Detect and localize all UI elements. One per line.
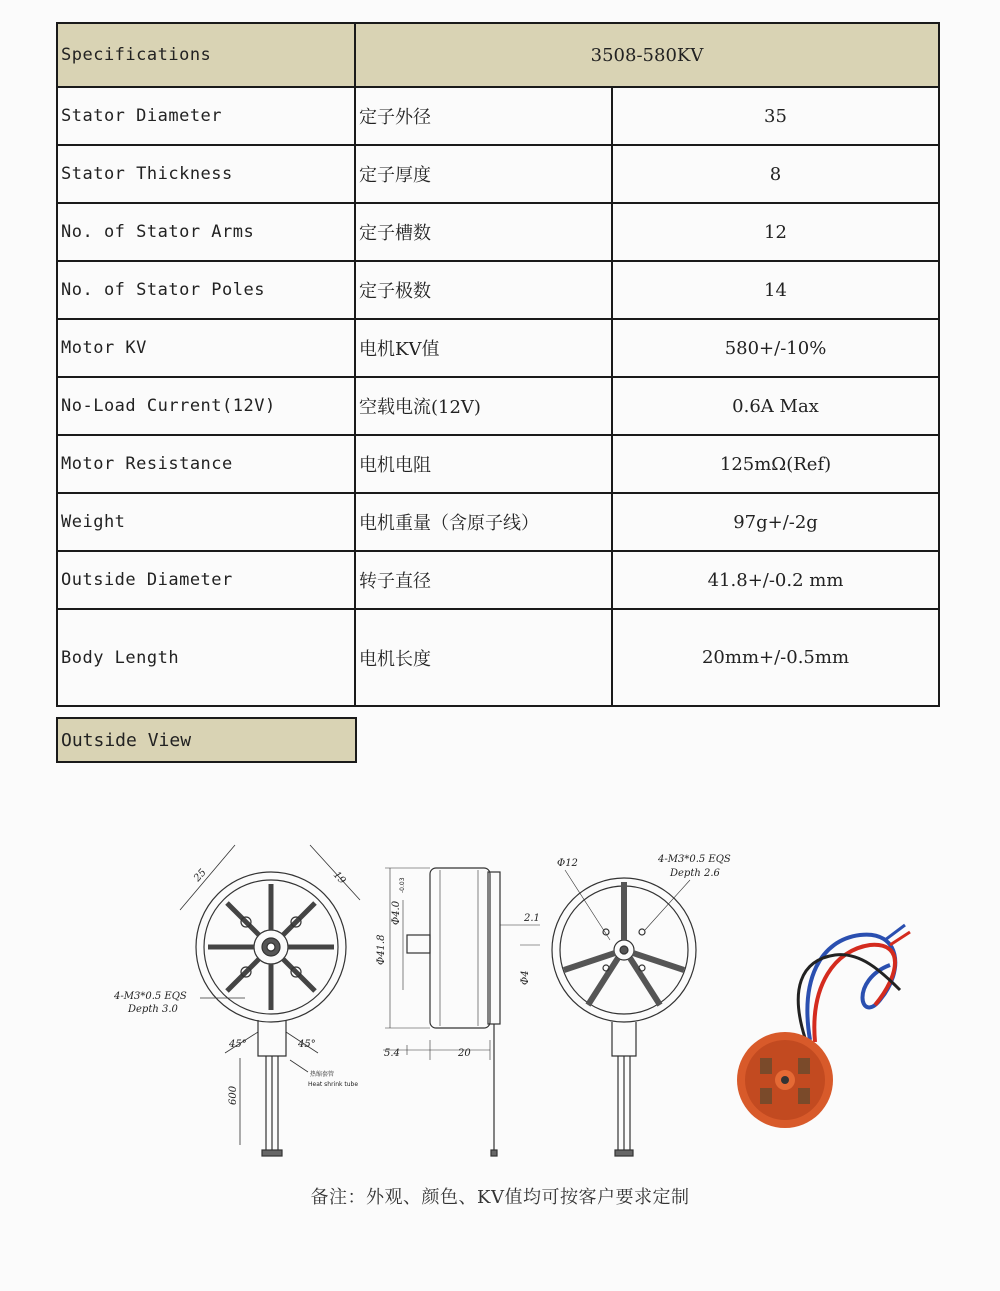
front-angle-right: 45° <box>298 1039 316 1050</box>
spec-value: 97g+/-2g <box>612 493 939 551</box>
spec-value: 20mm+/-0.5mm <box>612 609 939 706</box>
spec-name-cn: 定子极数 <box>355 261 612 319</box>
spec-name-en: Motor Resistance <box>57 435 355 493</box>
spec-table <box>56 22 940 707</box>
table-row <box>57 609 939 706</box>
table-row <box>57 203 939 261</box>
table-row <box>57 319 939 377</box>
side-outer-dia: Φ41.8 <box>376 934 387 965</box>
header-model: 3508-580KV <box>355 23 939 87</box>
front-dim-b: 19 <box>330 869 348 887</box>
spec-value: 8 <box>612 145 939 203</box>
front-cable-length: 600 <box>228 1085 239 1105</box>
spec-name-cn: 电机电阻 <box>355 435 612 493</box>
side-len-left: 5.4 <box>384 1048 400 1059</box>
side-shaft-dia: Φ4.0 <box>391 900 402 925</box>
spec-name-cn: 定子外径 <box>355 87 612 145</box>
spec-name-cn: 电机重量（含原子线） <box>355 493 612 551</box>
spec-name-cn: 电机KV值 <box>355 319 612 377</box>
spec-name-en: No. of Stator Arms <box>57 203 355 261</box>
spec-name-en: Stator Thickness <box>57 145 355 203</box>
spec-value: 12 <box>612 203 939 261</box>
table-header-row <box>57 23 939 87</box>
outside-view-label: Outside View <box>56 717 357 763</box>
back-view-labels <box>557 854 731 879</box>
side-view-drawing <box>383 868 540 1156</box>
back-hole-depth: Depth 2.6 <box>670 868 720 879</box>
spec-name-cn: 定子厚度 <box>355 145 612 203</box>
front-dim-a: 25 <box>192 867 209 885</box>
spec-name-en: Stator Diameter <box>57 87 355 145</box>
table-row <box>57 435 939 493</box>
front-shrink-cn: 热缩套管 <box>310 1071 335 1078</box>
table-row <box>57 493 939 551</box>
front-shrink-en: Heat shrink tube <box>308 1081 359 1088</box>
side-view-labels <box>376 877 540 1059</box>
table-row <box>57 145 939 203</box>
spec-name-en: Outside Diameter <box>57 551 355 609</box>
side-dim-shaft: Φ4 <box>520 970 531 985</box>
front-angle-left: 45° <box>229 1039 247 1050</box>
spec-value: 125mΩ(Ref) <box>612 435 939 493</box>
spec-name-cn: 定子槽数 <box>355 203 612 261</box>
outside-view-drawings <box>0 760 1000 1180</box>
spec-name-cn: 空载电流(12V) <box>355 377 612 435</box>
spec-name-en: No-Load Current(12V) <box>57 377 355 435</box>
spec-value: 41.8+/-0.2 mm <box>612 551 939 609</box>
back-center-dia: Φ12 <box>557 858 578 869</box>
motor-photo <box>728 925 928 1130</box>
spec-value: 35 <box>612 87 939 145</box>
header-label: Specifications <box>57 23 355 87</box>
table-row <box>57 377 939 435</box>
back-view-drawing <box>552 870 696 1156</box>
table-row <box>57 261 939 319</box>
front-view-drawing <box>180 845 360 1156</box>
side-dim-top: 2.1 <box>524 913 540 924</box>
table-row <box>57 551 939 609</box>
spec-name-en: No. of Stator Poles <box>57 261 355 319</box>
front-hole-note: 4-M3*0.5 EQS <box>114 991 187 1002</box>
spec-name-en: Motor KV <box>57 319 355 377</box>
side-len-body: 20 <box>458 1048 471 1059</box>
spec-name-cn: 转子直径 <box>355 551 612 609</box>
back-hole-note: 4-M3*0.5 EQS <box>658 854 731 865</box>
front-hole-depth: Depth 3.0 <box>128 1004 178 1015</box>
customization-note: 备注：外观、颜色、KV值均可按客户要求定制 <box>310 1187 690 1208</box>
side-shaft-tol: -0.03 <box>399 877 406 893</box>
spec-name-cn: 电机长度 <box>355 609 612 706</box>
spec-value: 0.6A Max <box>612 377 939 435</box>
spec-value: 14 <box>612 261 939 319</box>
spec-name-en: Weight <box>57 493 355 551</box>
spec-value: 580+/-10% <box>612 319 939 377</box>
table-row <box>57 87 939 145</box>
spec-name-en: Body Length <box>57 609 355 706</box>
